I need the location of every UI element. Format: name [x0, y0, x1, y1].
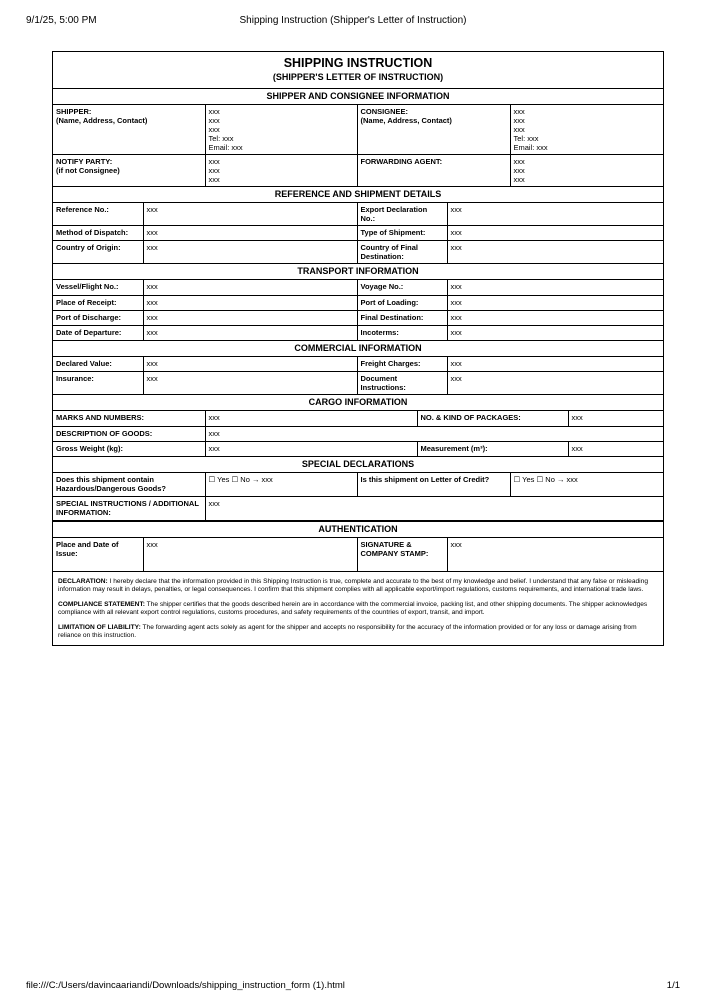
forwarding-label-cell	[357, 155, 510, 187]
notify-label: NOTIFY PARTY:	[56, 157, 113, 166]
form-title-block	[53, 52, 663, 89]
shipping-instruction-form	[52, 51, 664, 646]
ref-no-value[interactable]: xxx	[143, 203, 357, 226]
departure-value[interactable]: xxx	[143, 325, 357, 340]
place-date-label: Place and Date of Issue:	[53, 538, 143, 571]
final-dest-country-label: Country of Final Destination:	[357, 241, 447, 264]
shipment-type-label: Type of Shipment:	[357, 226, 447, 241]
loading-value[interactable]: xxx	[447, 295, 663, 310]
departure-label: Date of Departure:	[53, 325, 143, 340]
section-header-reference: REFERENCE AND SHIPMENT DETAILS	[53, 187, 663, 203]
notify-label-cell	[53, 155, 205, 187]
letter-of-credit-label: Is this shipment on Letter of Credit?	[357, 473, 510, 497]
forwarding-line: xxx	[513, 175, 525, 184]
freight-value[interactable]: xxx	[447, 357, 663, 372]
incoterms-value[interactable]: xxx	[447, 325, 663, 340]
origin-label: Country of Origin:	[53, 241, 143, 264]
liability-text: The forwarding agent acts solely as agent for the shipper and accepts no responsibility for the accuracy of the information provided or for any loss or damage arising from reliance on this instruction.	[58, 623, 637, 640]
consignee-sublabel: (Name, Address, Contact)	[360, 116, 452, 125]
section-header-parties: SHIPPER AND CONSIGNEE INFORMATION	[53, 89, 663, 105]
section-header-cargo: CARGO INFORMATION	[53, 395, 663, 411]
compliance-paragraph	[58, 601, 658, 618]
section-header-special: SPECIAL DECLARATIONS	[53, 457, 663, 473]
doc-instr-value[interactable]: xxx	[447, 372, 663, 395]
notify-sublabel: (if not Consignee)	[56, 166, 120, 175]
commercial-table	[53, 357, 663, 396]
dispatch-label: Method of Dispatch:	[53, 226, 143, 241]
notify-line: xxx	[208, 166, 220, 175]
consignee-line: xxx	[513, 116, 525, 125]
hazardous-value[interactable]: ☐ Yes ☐ No → xxx	[205, 473, 357, 497]
hazardous-label: Does this shipment contain Hazardous/Dangerous Goods?	[53, 473, 205, 497]
parties-table	[53, 105, 663, 187]
authentication-table	[53, 538, 663, 572]
marks-value[interactable]: xxx	[205, 411, 417, 426]
notify-value[interactable]	[205, 155, 357, 187]
shipper-line: xxx	[208, 107, 220, 116]
consignee-tel: Tel: xxx	[513, 134, 539, 143]
shipper-line: xxx	[208, 116, 220, 125]
receipt-value[interactable]: xxx	[143, 295, 357, 310]
final-dest-value[interactable]: xxx	[447, 310, 663, 325]
shipper-label: SHIPPER:	[56, 107, 92, 116]
print-header	[26, 15, 680, 29]
gross-weight-value[interactable]: xxx	[205, 441, 417, 456]
section-header-transport: TRANSPORT INFORMATION	[53, 264, 663, 280]
signature-value[interactable]: xxx	[447, 538, 663, 571]
marks-label: MARKS AND NUMBERS:	[53, 411, 205, 426]
vessel-label: Vessel/Flight No.:	[53, 280, 143, 295]
reference-table	[53, 203, 663, 264]
shipper-sublabel: (Name, Address, Contact)	[56, 116, 148, 125]
notify-line: xxx	[208, 175, 220, 184]
forwarding-value[interactable]	[510, 155, 663, 187]
consignee-email: Email: xxx	[513, 143, 548, 152]
vessel-value[interactable]: xxx	[143, 280, 357, 295]
final-dest-label: Final Destination:	[357, 310, 447, 325]
freight-label: Freight Charges:	[357, 357, 447, 372]
voyage-label: Voyage No.:	[357, 280, 447, 295]
print-url: file:///C:/Users/davincaariandi/Downloads/shipping_instruction_form (1).html	[26, 980, 345, 991]
shipment-type-value[interactable]: xxx	[447, 226, 663, 241]
declaration-title: DECLARATION:	[58, 577, 108, 585]
insurance-label: Insurance:	[53, 372, 143, 395]
consignee-value[interactable]	[510, 105, 663, 155]
export-decl-value[interactable]: xxx	[447, 203, 663, 226]
compliance-text: The shipper certifies that the goods described herein are in accordance with the commercial invoice, packing list, and other shipping documents. The shipper acknowledges compliance with all relevant export control regulations, customs procedures, and safety requirements of the countries of export, transit, and import.	[58, 600, 648, 617]
print-page-title: Shipping Instruction (Shipper's Letter of Instruction)	[239, 15, 467, 26]
measurement-label: Measurement (m³):	[417, 441, 568, 456]
declaration-text: I hereby declare that the information provided in this Shipping Instruction is true, complete and accurate to the best of my knowledge and belief. I understand that any false or misleading information may result in delays, penalties, or legal consequences. I confirm that this shipment complies with all applicable export/import regulations, customs requirements, and international trade laws.	[58, 577, 648, 594]
liability-title: LIMITATION OF LIABILITY:	[58, 623, 141, 631]
special-table	[53, 473, 663, 522]
discharge-label: Port of Discharge:	[53, 310, 143, 325]
origin-value[interactable]: xxx	[143, 241, 357, 264]
packages-label: NO. & KIND OF PACKAGES:	[417, 411, 568, 426]
declarations-block	[53, 572, 663, 646]
section-header-commercial: COMMERCIAL INFORMATION	[53, 341, 663, 357]
final-dest-country-value[interactable]: xxx	[447, 241, 663, 264]
consignee-label-cell	[357, 105, 510, 155]
declared-value-label: Declared Value:	[53, 357, 143, 372]
doc-instr-label: Document Instructions:	[357, 372, 447, 395]
packages-value[interactable]: xxx	[568, 411, 663, 426]
ref-no-label: Reference No.:	[53, 203, 143, 226]
declaration-paragraph	[58, 578, 658, 595]
forwarding-line: xxx	[513, 157, 525, 166]
print-page-number: 1/1	[666, 980, 680, 991]
form-title: SHIPPING INSTRUCTION	[283, 56, 433, 70]
dispatch-value[interactable]: xxx	[143, 226, 357, 241]
print-datetime: 9/1/25, 5:00 PM	[26, 15, 97, 26]
consignee-line: xxx	[513, 107, 525, 116]
shipper-line: xxx	[208, 125, 220, 134]
measurement-value[interactable]: xxx	[568, 441, 663, 456]
discharge-value[interactable]: xxx	[143, 310, 357, 325]
shipper-email: Email: xxx	[208, 143, 243, 152]
form-subtitle: (SHIPPER'S LETTER OF INSTRUCTION)	[272, 72, 444, 82]
shipper-label-cell	[53, 105, 205, 155]
declared-value-value[interactable]: xxx	[143, 357, 357, 372]
special-instructions-label: SPECIAL INSTRUCTIONS / ADDITIONAL INFORMATION:	[53, 497, 205, 521]
liability-paragraph	[58, 624, 658, 641]
loading-label: Port of Loading:	[357, 295, 447, 310]
voyage-value[interactable]: xxx	[447, 280, 663, 295]
description-label: DESCRIPTION OF GOODS:	[53, 426, 205, 441]
forwarding-label: FORWARDING AGENT:	[360, 157, 443, 166]
special-instructions-value[interactable]: xxx	[205, 497, 663, 521]
shipper-tel: Tel: xxx	[208, 134, 234, 143]
gross-weight-label: Gross Weight (kg):	[53, 441, 205, 456]
transport-table	[53, 280, 663, 341]
consignee-label: CONSIGNEE:	[360, 107, 409, 116]
notify-line: xxx	[208, 157, 220, 166]
signature-label: SIGNATURE & COMPANY STAMP:	[357, 538, 447, 571]
incoterms-label: Incoterms:	[357, 325, 447, 340]
description-value[interactable]: xxx	[205, 426, 663, 441]
shipper-value[interactable]	[205, 105, 357, 155]
insurance-value[interactable]: xxx	[143, 372, 357, 395]
section-header-authentication: AUTHENTICATION	[53, 521, 663, 538]
place-date-value[interactable]: xxx	[143, 538, 357, 571]
letter-of-credit-value[interactable]: ☐ Yes ☐ No → xxx	[510, 473, 663, 497]
export-decl-label: Export Declaration No.:	[357, 203, 447, 226]
forwarding-line: xxx	[513, 166, 525, 175]
receipt-label: Place of Receipt:	[53, 295, 143, 310]
cargo-table	[53, 411, 663, 457]
consignee-line: xxx	[513, 125, 525, 134]
compliance-title: COMPLIANCE STATEMENT:	[58, 600, 145, 608]
